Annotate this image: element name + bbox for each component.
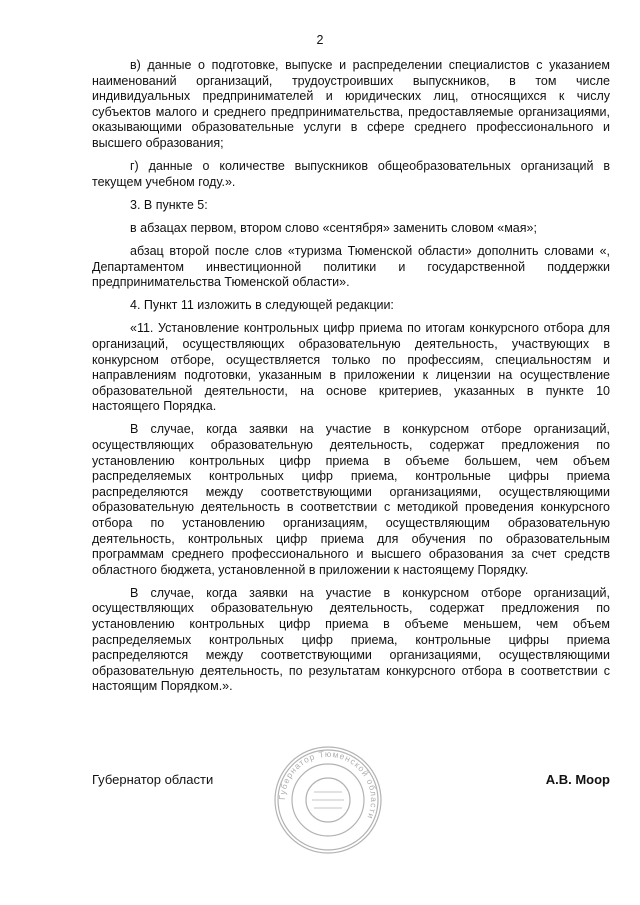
paragraph-1: в) данные о подготовке, выпуске и распределении специалистов с указанием наименований организаций, трудоустроивших выпускников, в том числе индивидуальных предпринимателей и юридических лиц, относящихся к числу субъектов малого и среднего предпринимательства, предоставляемые организациями, оказывающими образовательные услуги в сфере среднего профессионального и высшего образования; [92,58,610,150]
paragraph-3: 3. В пункте 5: [130,197,208,212]
document-body [92,58,610,702]
signer-position: Губернатор области [92,772,214,787]
paragraph-2: г) данные о количестве выпускников общеобразовательных организаций в текущем учебном году.». [92,159,610,189]
seal-lettering: Губернатор Тюменской области [276,748,380,822]
official-seal-icon [272,744,384,856]
paragraph-8: В случае, когда заявки на участие в конкурсном отборе организаций, осуществляющих образовательную деятельность, содержат предложения по установлению контрольных цифр приема в объеме большем, чем объем распределяемых контрольных цифр приема, контрольные цифры приема распределяются между соответствующими организациями, осуществляющими образовательную деятельность в соответствии с методикой проведения конкурсного отбора по установлению организациям, осуществляющим образовательную деятельность, контрольных цифр приема для обучения по образовательным программам среднего профессионального и высшего образования за счет средств областного бюджета, установленной в приложении к настоящему Порядку. [92,422,610,577]
paragraph-6: 4. Пункт 11 изложить в следующей редакции: [130,298,394,313]
paragraph-5: абзац второй после слов «туризма Тюменской области» дополнить словами «, Департаментом инвестиционной политики и государственной поддержки предпринимательства Тюменской области». [92,243,610,290]
paragraph-9: В случае, когда заявки на участие в конкурсном отборе организаций, осуществляющих образовательную деятельность, содержат предложения по установлению контрольных цифр приема в объеме меньшем, чем объем распределяемых контрольных цифр приема, контрольные цифры приема распределяются между соответствующими организациями, осуществляющими образовательную деятельность, по результатам конкурсного отбора в соответствии с настоящим Порядком.». [92,585,610,694]
paragraph-4: в абзацах первом, втором слово «сентября» заменить словом «мая»; [130,220,537,235]
signer-name: А.В. Моор [545,772,610,787]
page-number: 2 [316,33,324,47]
paragraph-7: «11. Установление контрольных цифр приема по итогам конкурсного отбора для организаций, осуществляющих образовательную деятельность, участвующих в конкурсном отборе, осуществляется только по профессиям, специальностям и направлениям подготовки, указанным в приложении к лицензии на осуществление образовательной деятельности, на основе критериев, указанных в пункте 10 настоящего Порядка. [92,321,610,414]
svg-text:Губернатор Тюменской области [277,749,379,821]
